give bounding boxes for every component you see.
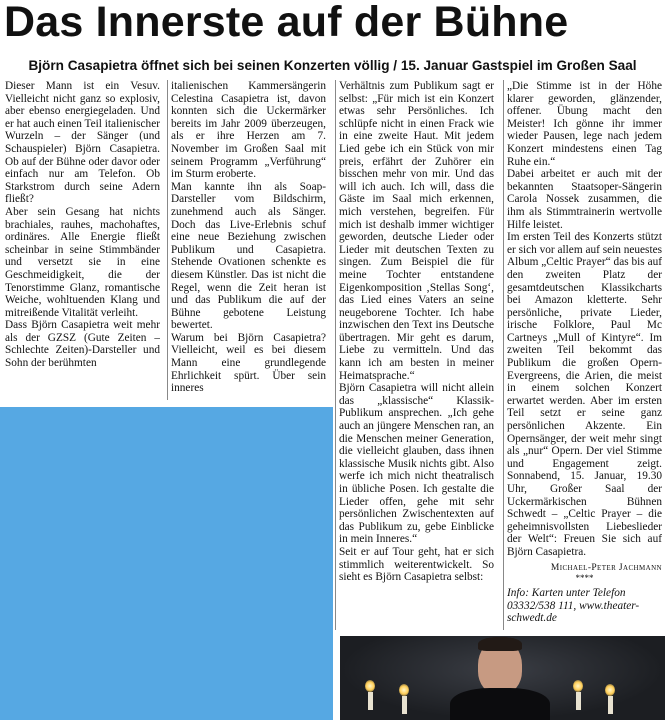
paragraph: Dass Björn Casapietra weit mehr als der GZSZ (Gute Zeiten – Schlechte Zeiten)-Darsteller und Sohn der berühmten	[5, 319, 160, 370]
candle-icon	[576, 692, 581, 710]
candle-icon	[402, 696, 407, 714]
flame-icon	[365, 680, 375, 692]
paragraph: Aber sein Gesang hat nichts brachiales, rauhes, machohaftes, ordinäres. Alle Energie fließt scheinbar in seine Stimmbänder und versetzt sie in eine Geschmeidigkeit, die der Tenorstimme Glanz, romantische Weiche, wohltuenden Klang und mitreißende Vitalität verleiht.	[5, 205, 160, 319]
text-column-4	[507, 80, 662, 630]
paragraph: Björn Casapietra will nicht allein das „klassische“ Klassik-Publikum ansprechen. „Ich gehe auch an jüngere Menschen ran, an die Menschen meiner Generation, die vielleicht glauben, dass ihnen klassische Musik nichts gibt. Also werfe ich mich nicht theatralisch in übliche Posen. Ich gestalte die Lieder offen, gehe mit sehr persönlichen Zwischentexten auf das Publikum zu, gebe Einblicke in mein Inneres.“	[339, 382, 494, 546]
paragraph: Im ersten Teil des Konzerts stützt er sich vor allem auf sein neuestes Album „Celtic Prayer“ das bis auf den zweiten Platz der gesamtdeutschen Klassikcharts bei Amazon kletterte. Sehr persönliche, private Lieder, irische Folklore, Paul Mc Cartneys „Mull of Kintyre“. Im zweiten Teil bekommt das Publikum die großen Opern-Evergreens, die Arien, die meist in einem solchen Konzert erwartet werden. Aber im ersten Teil setzt er seine ganz persönlichen Akzente. Ein Opernsänger, der weit mehr singt als „nur“ Opern. Der viel Stimme und Engagement zeigt. Sonnabend, 15. Januar, 19.30 Uhr, Großer Saal der Uckermärkischen Bühnen Schwedt – „Celtic Prayer – die geheimnisvollsten Liebeslieder der Welt“: Freuen Sie sich auf Björn Casapietra.	[507, 231, 662, 558]
paragraph: Seit er auf Tour geht, hat er sich stimmlich weiterentwickelt. So sieht es Björn Casapietra selbst:	[339, 545, 494, 584]
paragraph: Man kannte ihn als Soap-Darsteller vom Bildschirm, zunehmend auch als Sänger. Doch das Live-Erlebnis schuf eine neue Beziehung zwischen Publikum und Casapietra. Stehende Ovationen schenkte es diesem Künstler. Das ist nicht die Regel, wenn die Zeit heran ist und das Publikum die auf der Bühne gebotene Leistung bewertet.	[171, 180, 326, 332]
paragraph: Verhältnis zum Publikum sagt er selbst: „Für mich ist ein Konzert etwas sehr Persönliches. Ich schlüpfe nicht in einen Frack wie in eine zweite Haut. Mit jedem Lied gebe ich ein Stück von mir preis, erfährt der Zuhörer ein bisschen mehr von mir. Und das will ich auch. Ich will, dass die Gäste im Saal mich erkennen, mich verstehen, begreifen. Für mich ist deshalb immer wichtiger geworden, deutsche Lieder oder Lieder mit deutschen Texten zu singen. Zum Beispiel die für meine Tochter entstandene Eigenkomposition ‚Stellas Song‘, das Lied eines Vaters an seine neugeborene Tochter. Ich habe inzwischen den Text ins Deutsche übertragen. Mir geht es darum, Liebe zu vermitteln. Und das kann ich am besten in meiner Heimatsprache.“	[339, 80, 494, 382]
text-column-3	[339, 80, 494, 630]
author-byline: Michael-Peter Jachmann	[550, 562, 662, 573]
text-column-1	[5, 80, 160, 400]
column-divider	[335, 80, 336, 630]
flame-icon	[399, 684, 409, 696]
paragraph: „Die Stimme ist in der Höhe klarer geworden, glänzender, offener. Übung macht den Meister! Ich gönne ihr immer wieder Pausen, lege nach jedem Konzert mindestens einen Tag Ruhe ein.“	[507, 80, 662, 168]
candle-icon	[368, 692, 373, 710]
paragraph: italienischen Kammersängerin Celestina Casapietra ist, davon konnten sich die Uckermärker bereits im Jahr 2009 überzeugen, als er ihre Herzen am 7. November im Großen Saal mit seinem Programm „Verführung“ im Sturm eroberte.	[171, 80, 326, 181]
flame-icon	[573, 680, 583, 692]
text-column-2	[171, 80, 326, 400]
singer-body	[450, 688, 550, 720]
singer-hair	[478, 637, 522, 651]
paragraph: Warum bei Björn Casapietra? Vielleicht, weil es bei diesem Mann eine grundlegende Ehrlichkeit spürt. Über sein inneres	[171, 331, 326, 395]
separator-stars: ****	[575, 573, 594, 584]
column-divider	[503, 80, 504, 630]
article-headline: Das Innerste auf der Bühne	[4, 0, 569, 46]
candle-icon	[608, 696, 613, 714]
blue-placeholder-box	[0, 407, 333, 720]
paragraph: Dieser Mann ist ein Vesuv. Vielleicht nicht ganz so explosiv, aber ebenso energiegeladen. Und er hat auch einen Teil italienischer Wurzeln – der Sänger (und Schauspieler) Björn Casapietra. Ob auf der Bühne oder davor oder einfach nur am Telefon. Ob Starkstrom durch seine Adern fließt?	[5, 80, 160, 206]
article-subheadline: Björn Casapietra öffnet sich bei seinen Konzerten völlig / 15. Januar Gastspiel im Großen Saal	[28, 58, 637, 73]
singer-photo	[340, 636, 665, 720]
paragraph: Dabei arbeitet er auch mit der bekannten Staatsoper-Sängerin Carola Nossek zusammen, die ihm als Stimmtrainerin wertvolle Hilfe leistet.	[507, 168, 662, 231]
ticket-info: Info: Karten unter Telefon 03332/538 111, www.theater-schwedt.de	[507, 587, 640, 625]
column-divider	[167, 80, 168, 400]
flame-icon	[605, 684, 615, 696]
